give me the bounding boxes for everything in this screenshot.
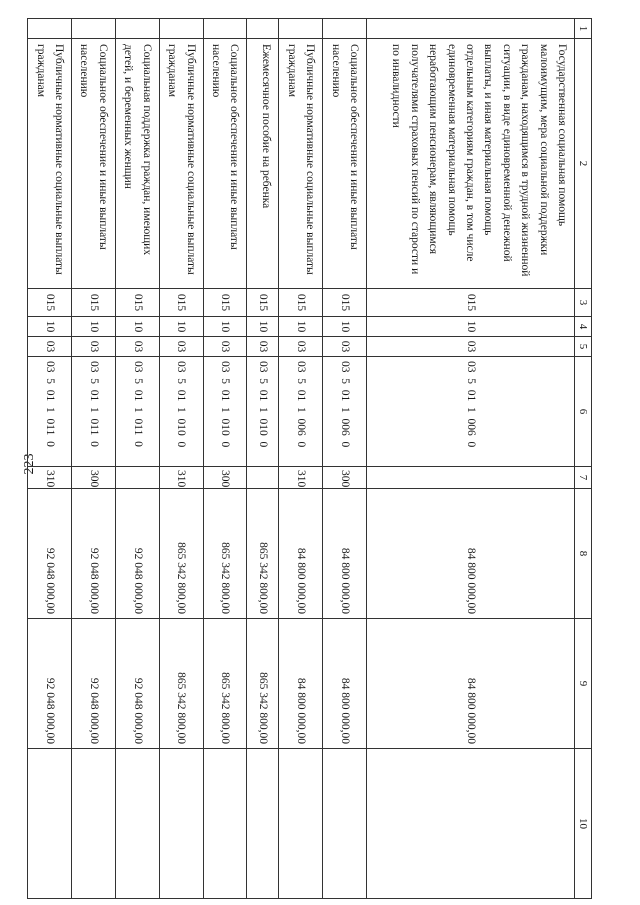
header-cell: 6 bbox=[575, 357, 592, 467]
cell-col-6: 03 5 01 1 010 0 bbox=[159, 357, 203, 467]
cell-col-9: 84 800 000,00 bbox=[279, 619, 323, 749]
cell-col-10 bbox=[28, 749, 72, 899]
cell-col-10 bbox=[159, 749, 203, 899]
table-row bbox=[115, 19, 159, 899]
cell-col-4: 10 bbox=[323, 317, 367, 337]
cell-col-3: 015 bbox=[115, 289, 159, 317]
cell-col-5: 03 bbox=[72, 337, 116, 357]
header-cell: 2 bbox=[575, 39, 592, 289]
header-cell: 7 bbox=[575, 467, 592, 489]
cell-col-7: 300 bbox=[203, 467, 247, 489]
cell-col-6: 03 5 01 1 006 0 bbox=[367, 357, 575, 467]
cell-col-2: Социальное обеспечение и иные выплаты населению bbox=[72, 39, 116, 289]
cell-col-3: 015 bbox=[323, 289, 367, 317]
cell-col-10 bbox=[279, 749, 323, 899]
cell-col-5: 03 bbox=[279, 337, 323, 357]
cell-col-4: 10 bbox=[367, 317, 575, 337]
cell-col-1 bbox=[159, 19, 203, 39]
cell-col-6: 03 5 01 1 006 0 bbox=[279, 357, 323, 467]
cell-col-9: 865 342 800,00 bbox=[247, 619, 279, 749]
header-cell: 4 bbox=[575, 317, 592, 337]
cell-col-8: 92 048 000,00 bbox=[28, 489, 72, 619]
cell-col-7 bbox=[115, 467, 159, 489]
header-cell: 1 bbox=[575, 19, 592, 39]
cell-col-9: 84 800 000,00 bbox=[323, 619, 367, 749]
cell-col-1 bbox=[367, 19, 575, 39]
cell-col-3: 015 bbox=[159, 289, 203, 317]
cell-col-3: 015 bbox=[247, 289, 279, 317]
cell-col-7: 310 bbox=[28, 467, 72, 489]
cell-col-1 bbox=[323, 19, 367, 39]
cell-col-5: 03 bbox=[159, 337, 203, 357]
cell-col-8: 84 800 000,00 bbox=[367, 489, 575, 619]
cell-col-1 bbox=[203, 19, 247, 39]
cell-col-9: 92 048 000,00 bbox=[72, 619, 116, 749]
cell-col-2: Ежемесячное пособие на ребенка bbox=[247, 39, 279, 289]
cell-col-7 bbox=[367, 467, 575, 489]
cell-col-9: 84 800 000,00 bbox=[367, 619, 575, 749]
cell-col-4: 10 bbox=[72, 317, 116, 337]
cell-col-6: 03 5 01 1 006 0 bbox=[323, 357, 367, 467]
table-row bbox=[28, 19, 72, 899]
table-row bbox=[279, 19, 323, 899]
cell-col-5: 03 bbox=[28, 337, 72, 357]
cell-col-6: 03 5 01 1 011 0 bbox=[115, 357, 159, 467]
cell-col-7: 310 bbox=[159, 467, 203, 489]
cell-col-4: 10 bbox=[28, 317, 72, 337]
cell-col-9: 865 342 800,00 bbox=[203, 619, 247, 749]
cell-col-8: 865 342 800,00 bbox=[159, 489, 203, 619]
cell-col-2: Публичные нормативные социальные выплаты гражданам bbox=[28, 39, 72, 289]
cell-col-5: 03 bbox=[323, 337, 367, 357]
header-cell: 5 bbox=[575, 337, 592, 357]
cell-col-5: 03 bbox=[247, 337, 279, 357]
cell-col-2: Социальное обеспечение и иные выплаты населению bbox=[323, 39, 367, 289]
cell-col-8: 92 048 000,00 bbox=[72, 489, 116, 619]
cell-col-8: 84 800 000,00 bbox=[279, 489, 323, 619]
cell-col-3: 015 bbox=[72, 289, 116, 317]
cell-col-6: 03 5 01 1 011 0 bbox=[28, 357, 72, 467]
budget-table-container bbox=[30, 18, 592, 898]
cell-col-5: 03 bbox=[203, 337, 247, 357]
page-number: 223 bbox=[22, 453, 37, 475]
header-cell: 10 bbox=[575, 749, 592, 899]
cell-col-7: 300 bbox=[323, 467, 367, 489]
header-cell: 8 bbox=[575, 489, 592, 619]
cell-col-10 bbox=[115, 749, 159, 899]
budget-table bbox=[27, 18, 592, 899]
cell-col-9: 92 048 000,00 bbox=[115, 619, 159, 749]
cell-col-8: 865 342 800,00 bbox=[247, 489, 279, 619]
cell-col-1 bbox=[115, 19, 159, 39]
cell-col-4: 10 bbox=[159, 317, 203, 337]
cell-col-3: 015 bbox=[367, 289, 575, 317]
cell-col-3: 015 bbox=[28, 289, 72, 317]
cell-col-2: Социальная поддержка граждан, имеющих детей, и беременных женщин bbox=[115, 39, 159, 289]
cell-col-6: 03 5 01 1 010 0 bbox=[247, 357, 279, 467]
header-cell: 3 bbox=[575, 289, 592, 317]
cell-col-3: 015 bbox=[203, 289, 247, 317]
cell-col-10 bbox=[203, 749, 247, 899]
cell-col-8: 84 800 000,00 bbox=[323, 489, 367, 619]
cell-col-5: 03 bbox=[367, 337, 575, 357]
table-row bbox=[323, 19, 367, 899]
cell-col-6: 03 5 01 1 011 0 bbox=[72, 357, 116, 467]
cell-col-10 bbox=[323, 749, 367, 899]
cell-col-1 bbox=[28, 19, 72, 39]
cell-col-7: 300 bbox=[72, 467, 116, 489]
cell-col-1 bbox=[72, 19, 116, 39]
cell-col-2: Государственная социальная помощь малоимущим, мера социальной поддержки гражданам, находящимся в трудной жизненной ситуации, в виде единовременной денежной выплаты, и иная материальная помощь отдельным категориям граждан, в том числе единовременная материальная помощь неработающим пенсионерам, являющимся получателями страховых пенсий по старости и по инвалидности bbox=[367, 39, 575, 289]
cell-col-10 bbox=[72, 749, 116, 899]
cell-col-10 bbox=[247, 749, 279, 899]
cell-col-1 bbox=[247, 19, 279, 39]
cell-col-9: 865 342 800,00 bbox=[159, 619, 203, 749]
cell-col-2: Публичные нормативные социальные выплаты гражданам bbox=[279, 39, 323, 289]
table-row bbox=[247, 19, 279, 899]
table-row bbox=[367, 19, 575, 899]
cell-col-4: 10 bbox=[115, 317, 159, 337]
cell-col-10 bbox=[367, 749, 575, 899]
cell-col-8: 865 342 800,00 bbox=[203, 489, 247, 619]
cell-col-2: Социальное обеспечение и иные выплаты населению bbox=[203, 39, 247, 289]
cell-col-5: 03 bbox=[115, 337, 159, 357]
cell-col-8: 92 048 000,00 bbox=[115, 489, 159, 619]
cell-col-4: 10 bbox=[247, 317, 279, 337]
cell-col-7: 310 bbox=[279, 467, 323, 489]
cell-col-7 bbox=[247, 467, 279, 489]
table-row bbox=[203, 19, 247, 899]
cell-col-2: Публичные нормативные социальные выплаты гражданам bbox=[159, 39, 203, 289]
cell-col-4: 10 bbox=[279, 317, 323, 337]
header-row bbox=[575, 19, 592, 899]
cell-col-3: 015 bbox=[279, 289, 323, 317]
cell-col-9: 92 048 000,00 bbox=[28, 619, 72, 749]
header-cell: 9 bbox=[575, 619, 592, 749]
table-row bbox=[72, 19, 116, 899]
cell-col-4: 10 bbox=[203, 317, 247, 337]
cell-col-1 bbox=[279, 19, 323, 39]
table-row bbox=[159, 19, 203, 899]
cell-col-6: 03 5 01 1 010 0 bbox=[203, 357, 247, 467]
